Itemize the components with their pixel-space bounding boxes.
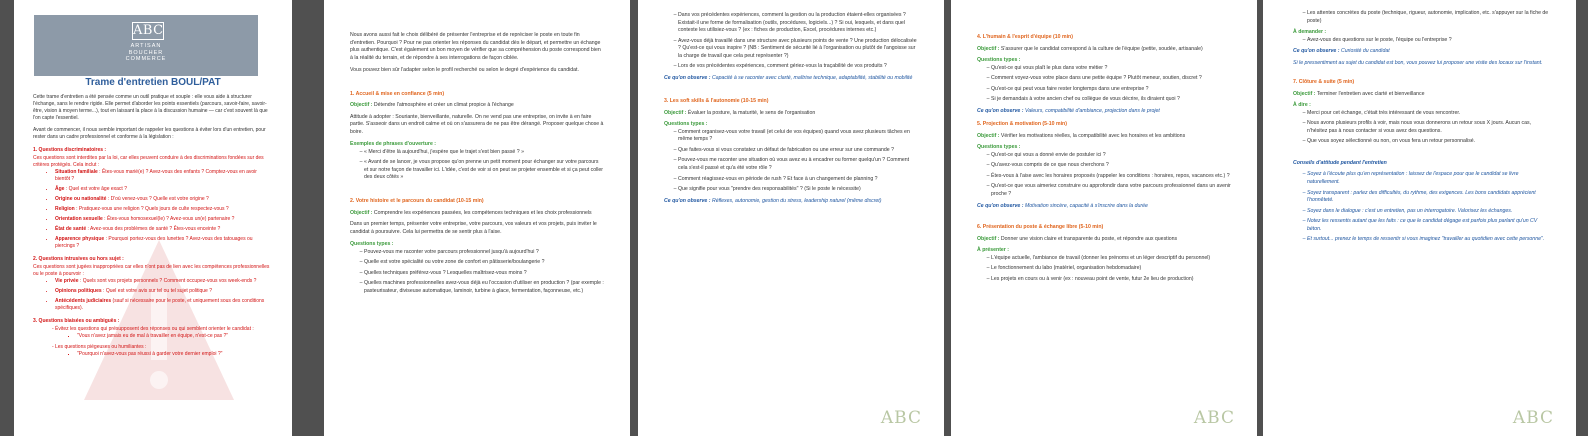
discrimination-list [33,169,272,250]
list-item: – Et surtout... prenez le temps de ressentir si vous imaginez "travailler au quotidien avec cette personne". [1307,236,1550,244]
intro-paragraph: Cette trame d'entretien a été pensée comme un outil pratique et souple : elle vous aide à structurer l'échange, sans le rendre rigide. Elle permet d'aborder les points essentiels (parcours, savoir-faire, savoir-être, vision à moyen terme...), tout en laissant la place à la discussion humaine — car c'est souvent là que l'on capte l'essentiel. [33,94,268,121]
list-item: – Soyez à l'écoute plus qu'en représentation : laissez de l'espace pour que le candidat se livre naturellement. [1307,171,1550,186]
observation-line: Ce qu'on observe : Réflexes, autonomie, gestion du stress, leadership naturel (même discret) [664,197,882,204]
observation-line: Ce qu'on observe : Valeurs, compatibilité d'ambiance, projection dans le projet [977,107,1160,114]
list-item: – Qu'est-ce qui vous plaît le plus dans votre métier ? [991,65,1231,73]
list-item: • Âge : Quel est votre âge exact ? [55,186,272,193]
section-heading: 1. Questions discriminatoires : [33,147,107,153]
subheading: À demander : [1293,29,1327,36]
list-item: – Le fonctionnement du labo (matériel, organisation hebdomadaire) [991,265,1231,273]
list-item: – Avez-vous déjà travaillé dans une structure avec plusieurs points de vente ? Une production délocalisée ? Qu'est-ce qui vous inspire ? (NB : Sentiment de sécurité lié à l'organisation ou plutôt de l'angoisse sur la charge de travail que cela peut représenter ?) [678,38,918,61]
subheading: Questions types : [977,144,1021,151]
list-item: – L'équipe actuelle, l'ambiance de travail (donner les prénoms et un léger descriptif du personnel) [991,255,1231,263]
document-page-2 [324,0,630,436]
observation-line: Ce qu'on observe : Capacité à se raconter avec clarté, maîtrise technique, adaptabilité, stabilité ou mobilité [664,74,913,81]
list-item: – Que signifie pour vous "prendre des responsabilités" ? (Si le poste le nécessite) [678,186,918,194]
section-heading: 1. Accueil & mise en confiance (5 min) [350,90,445,97]
closing-list [1293,110,1550,146]
list-item: – « Avant de se lancer, je vous propose qu'on prenne un petit moment pour échanger sur votre parcours et sur notre façon de travailler ici. L'idée, c'est de voir si on peut se projeter ensemble et si ça peut coller des deux côtés » [364,159,604,182]
document-page-1 [14,0,292,436]
list-item: • État de santé : Avez-vous des problèmes de santé ? Êtes-vous enceinte ? [55,226,272,233]
questions-list [664,129,918,194]
list-item: – Lors de vos précédentes expériences, comment gériez-vous la traçabilité de vos produits ? [678,63,918,71]
page-1-content [33,94,272,362]
list-item: – Comment réagissez-vous en période de rush ? Et face à un changement de planning ? [678,176,918,184]
list-item: – Que faites-vous si vous constatez un défaut de fabrication ou une erreur sur une commande ? [678,147,918,155]
list-item: – « Merci d'être là aujourd'hui, j'espère que le trajet s'est bien passé ? » [364,149,604,157]
list-item: – Êtes-vous à l'aise avec les horaires proposés (rappeler les conditions : horaires, repos, vacances etc.) ? [991,173,1231,181]
list-item: – Dans vos précédentes expériences, comment la gestion ou la production étaient-elles organisées ? Existait-il une forme de formalisation (outils, procédures, logiciels...) ? Si oui, lesquels, et dans quel contexte les utilisiez-vous ? (ex : fiches de production, Excel, procédures internes etc.) [678,12,918,35]
page-5-content [1293,10,1550,248]
questions-list [664,12,918,71]
list-item: • Orientation sexuelle : Êtes-vous homosexuel(le) ? Avez-vous un(e) partenaire ? [55,216,272,223]
tips-heading: Conseils d'attitude pendant l'entretien [1293,159,1387,166]
subheading: Questions types : [664,121,708,128]
objective-line: Objectif : Évaluer la posture, la maturité, le sens de l'organisation [664,109,816,116]
list-item: – Qu'est-ce qui vous a donné envie de postuler ici ? [991,152,1231,160]
intro-paragraph: Avant de commencer, il nous semble important de rappeler les questions à éviter lors d'un entretien, pour rester dans un cadre professionnel et conforme à la législation : [33,127,266,140]
list-item: - Évitez les questions qui présupposent des réponses ou qui semblent orienter le candidat : ▪ "Vous n'avez jamais eu de mal à travailler en équipe, n'est-ce pas ?" [55,326,272,340]
present-list [977,255,1231,284]
document-page-3 [638,0,944,436]
list-item: – Nous avons plusieurs profils à voir, mais nous vous donnerons un retour sous X jours. Aucun cas, n'hésitez pas à nous contacter si vous avez des questions. [1307,120,1550,135]
section-heading: 5. Projection & motivation (5-10 min) [977,121,1067,128]
section-text: Ces questions sont interdites par la loi, car elles peuvent conduire à des discriminations fondées sur des critères protégés. Cela inclut : [33,155,264,168]
company-logo [34,15,258,76]
questions-list [977,65,1231,104]
objective-line: Objectif : Détendre l'atmosphère et créer un climat propice à l'échange [350,102,514,109]
tips-list [1293,171,1550,243]
list-item: – Quelles techniques préférez-vous ? Lesquelles maîtrisez-vous moins ? [364,270,604,278]
intrusive-list [33,278,272,312]
section-heading: 2. Votre histoire et le parcours du candidat (10-15 min) [350,197,484,204]
section-text: Ces questions sont jugées inappropriées car elles n'ont pas de lien avec les compétences professionnelles ou le poste à pourvoir : [33,264,270,277]
subheading: Questions types : [350,241,394,248]
list-item: ▪ "Vous n'avez jamais eu de mal à travailler en équipe, n'est-ce pas ?" [77,333,272,340]
list-item: – Qu'est-ce qui peut vous faire rester longtemps dans une entreprise ? [991,86,1231,94]
document-title: Trame d'entretien BOUL/PAT [85,77,221,88]
observation-note: Si le pressentiment au sujet du candidat est bon, vous pouvez lui proposer une visite des locaux sur l'instant. [1293,59,1543,66]
list-item: – Pouvez-vous me raconter une situation où vous avez eu à encadrer ou former quelqu'un ? Comment cela s'est-il passé et qu'a été votre rôle ? [678,157,918,172]
list-item: – Que vous soyez sélectionné ou non, on vous fera un retour personnalisé. [1307,138,1550,146]
footer-logo: ABC [880,408,922,428]
list-item: – Qu'est-ce que vous aimeriez construire ou approfondir dans votre parcours professionnel dans un avenir proche ? [991,183,1231,198]
objective-line: Objectif : Donner une vision claire et transparente du poste, et répondre aux questions [977,235,1178,242]
list-item: – Les attentes concrètes du poste (technique, rigueur, autonomie, implication, etc. s'appuyer sur la fiche de poste) [1307,10,1550,25]
list-item: – Pouvez-vous me raconter votre parcours professionnel jusqu'à aujourd'hui ? [364,249,604,257]
list-item: – Qu'avez-vous compris de ce que nous cherchons ? [991,162,1231,170]
questions-list [977,152,1231,199]
document-page-4 [951,0,1257,436]
objective-line: Objectif : Vérifier les motivations réelles, la compatibilité avec les horaires et les ambitions [977,132,1186,139]
page-3-content [664,12,918,211]
list-item: – Comment voyez-vous votre place dans une petite équipe ? Plutôt meneur, soutien, discret ? [991,75,1231,83]
list-item: – Les projets en cours ou à venir (ex : nouveau point de vente, futur 2e lieu de production) [991,276,1231,284]
section-heading: 3. Questions biaisées ou ambiguës : [33,318,120,324]
list-item: – Quelle est votre spécialité ou votre zone de confort en pâtisserie/boulangerie ? [364,259,604,267]
list-item: • Apparence physique : Pourquoi portez-vous des lunettes ? Avez-vous des tatouages ou piercings ? [55,236,272,250]
section-heading: 2. Questions intrusives ou hors sujet : [33,256,124,262]
list-item: • Vie privée : Quels sont vos projets personnels ? Comment occupez-vous vos week-ends ? [55,278,272,285]
page-2-content [350,32,604,299]
footer-logo: ABC [1193,408,1235,428]
questions-list [350,249,604,296]
objective-line: Objectif : Comprendre les expériences passées, les compétences techniques et les choix professionnels [350,209,592,216]
logo-letters: ABC [133,23,164,38]
list-item: – Soyez dans le dialogue : c'est un entretien, pas un interrogatoire. Valorisez les échanges. [1307,208,1550,216]
list-item: – Soyez transparent : parlez des difficultés, du rythme, des exigences. Les bons candidats apprécient l'honnêteté. [1307,190,1550,205]
ask-list [1293,37,1550,45]
list-item: • Religion : Pratiquez-vous une religion ? Quels jours de culte respectez-vous ? [55,206,272,213]
list-item: – Merci pour cet échange, c'était très intéressant de vous rencontrer. [1307,110,1550,118]
list-item: • Situation familiale : Êtes-vous marié(e) ? Avez-vous des enfants ? Comptez-vous en avoir bientôt ? [55,169,272,183]
list-item: - Les questions piégeuses ou humiliantes : ▪ "Pourquoi n'avez-vous pas réussi à garder votre dernier emploi ?" [55,344,272,358]
list-item: – Comment organisez-vous votre travail (et celui de vos équipes) quand vous avez plusieurs tâches en même temps ? [678,129,918,144]
paragraph: Attitude à adopter : Souriante, bienveillante, naturelle. On ne vend pas une entreprise, on invite à en faire partie. S'asseoir dans un endroit calme et où on s'assurera de ne pas être dérangé. Proposer quelque chose à boire. [350,113,604,135]
biased-list [33,326,272,358]
list-item: • Opinions politiques : Quel est votre avis sur tel ou tel sujet politique ? [55,288,272,295]
present-list [1293,10,1550,25]
opening-phrases-list [350,149,604,182]
section-heading: 6. Présentation du poste & échange libre (5-10 min) [977,224,1104,231]
list-item: ▪ "Pourquoi n'avez-vous pas réussi à garder votre dernier emploi ?" [77,351,272,358]
section-heading: 7. Clôture & suite (5 min) [1293,79,1355,86]
subheading: Exemples de phrases d'ouverture : [350,141,436,148]
paragraph: Dans un premier temps, présenter votre entreprise, votre parcours, vos valeurs et vos projets, puis inviter le candidat à poursuivre. Cela lui permettra de se sentir plus à l'aise. [350,221,597,235]
section-heading: 3. Les soft skills & l'autonomie (10-15 min) [664,98,769,105]
list-item: • Origine ou nationalité : D'où venez-vous ? Quelle est votre origine ? [55,196,272,203]
subheading: Questions types : [977,57,1021,64]
subheading: À dire : [1293,102,1311,109]
list-item: – Si je demandais à votre ancien chef ou collègue de vous décrire, ils diraient quoi ? [991,96,1231,104]
paragraph: Nous avons aussi fait le choix délibéré de présenter l'entreprise et de repréciser le poste en toute fin d'entretien. Pourquoi ? Pour ne pas orienter les réponses du candidat dès le départ, et permettre un échange plus authentique. C'est également un bon moyen de vérifier que sa compréhension du poste correspond bien à la réalité du terrain, et de répondre à ses interrogations de façon ciblée. [350,32,601,61]
objective-line: Objectif : S'assurer que le candidat correspond à la culture de l'équipe (petite, soudée, artisanale) [977,45,1203,52]
observation-line: Ce qu'on observe : Motivation sincère, capacité à s'inscrire dans la durée [977,202,1148,209]
list-item: – Quelles machines professionnelles avez-vous déjà eu l'occasion d'utiliser en production ? (par exemple : pasteurisateur, diviseuse automatique, laminoir, turbine à glace, fermentation, façonneuse, etc.) [364,280,604,295]
logo-subtitle: ARTISAN BOUCHER COMMERCE [125,43,167,63]
observation-line: Ce qu'on observe : Curiosité du candidat [1293,48,1390,55]
page-4-content [977,34,1231,287]
section-heading: 4. L'humain & l'esprit d'équipe (10 min) [977,34,1073,40]
paragraph: Vous pouvez bien sûr l'adapter selon le profil recherché ou selon le degré d'expérience du candidat. [350,67,579,74]
objective-line: Objectif : Terminer l'entretien avec clarté et bienveillance [1293,90,1425,97]
list-item: – Notez les ressentis autant que les faits : ce que le candidat dégage est parfois plus parlant qu'un CV béton. [1307,218,1550,233]
list-item: – Avez-vous des questions sur le poste, l'équipe ou l'entreprise ? [1307,37,1550,45]
footer-logo: ABC [1512,408,1554,428]
list-item: • Antécédents judiciaires (sauf si nécessaire pour le poste, et uniquement sous des conditions spécifiques). [55,298,272,312]
document-page-5 [1263,0,1576,436]
subheading: À présenter : [977,247,1009,254]
